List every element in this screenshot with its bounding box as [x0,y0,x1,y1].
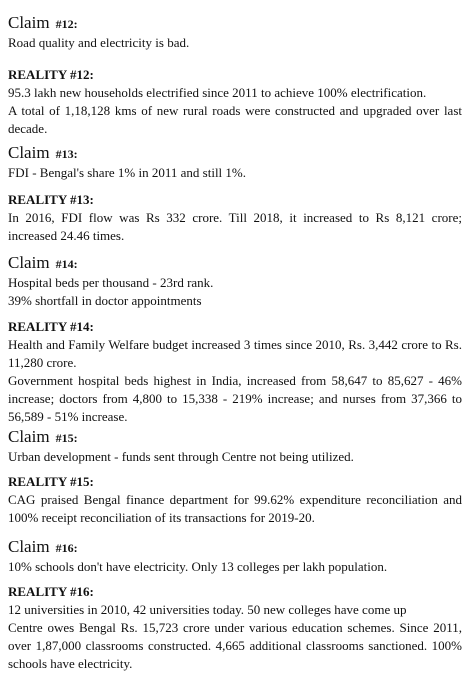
reality-12-paragraph-1: 95.3 lakh new households electrified since 2011 to achieve 100% electrification. [8,85,427,100]
reality-15-heading: REALITY #15: [8,474,94,489]
claim-13-text: FDI - Bengal's share 1% in 2011 and still 1%. [8,165,246,180]
reality-14-paragraph-1: Health and Family Welfare budget increased 3 times since 2010, Rs. 3,442 crore to Rs. 11,280 crore. [8,337,462,370]
reality-14-heading: REALITY #14: [8,319,94,334]
reality-16-block [8,583,462,673]
claim-number: #16: [55,541,78,555]
claim-12-heading [8,12,462,34]
claim-14-block [8,252,462,310]
claim-word: Claim [8,143,50,162]
claim-word: Claim [8,253,50,272]
claim-16-text: 10% schools don't have electricity. Only 13 colleges per lakh population. [8,559,388,574]
reality-16-paragraph-2: Centre owes Bengal Rs. 15,723 crore under various education schemes. Since 2011, over 1,87,000 classrooms constructed. 4,665 additional classrooms sanctioned. 100% schools have electricity. [8,620,462,671]
reality-14-paragraph-2: Government hospital beds highest in India, increased from 58,647 to 85,627 - 46% increase; doctors from 4,800 to 15,338 - 219% increase; and nurses from 37,366 to 56,589 - 51% increase. [8,373,462,424]
claim-12-block [8,12,462,52]
claim-16-heading [8,536,462,558]
claim-14-text-line-1: Hospital beds per thousand - 23rd rank. [8,275,214,290]
reality-12-heading: REALITY #12: [8,67,94,82]
claim-16-block [8,536,462,576]
claim-14-text-line-2: 39% shortfall in doctor appointments [8,293,202,308]
reality-16-heading: REALITY #16: [8,584,94,599]
reality-15-block [8,473,462,527]
claim-number: #14: [55,257,78,271]
claim-14-heading [8,252,462,274]
claim-word: Claim [8,427,50,446]
claim-15-text: Urban development - funds sent through Centre not being utilized. [8,449,354,464]
claim-number: #12: [55,17,78,31]
claim-word: Claim [8,537,50,556]
claim-13-block [8,142,462,182]
claim-number: #13: [55,147,78,161]
reality-15-paragraph-1: CAG praised Bengal finance department for 99.62% expenditure reconciliation and 100% receipt reconciliation of its transactions for 2019-20. [8,492,462,525]
claim-word: Claim [8,13,50,32]
claim-13-heading [8,142,462,164]
claim-15-block [8,426,462,466]
reality-16-paragraph-1: 12 universities in 2010, 42 universities today. 50 new colleges have come up [8,602,407,617]
reality-13-block [8,191,462,245]
reality-12-block [8,66,462,138]
reality-13-paragraph-1: In 2016, FDI flow was Rs 332 crore. Till 2018, it increased to Rs 8,121 crore; increased 24.46 times. [8,210,462,243]
reality-14-block [8,318,462,426]
claim-number: #15: [55,431,78,445]
reality-13-heading: REALITY #13: [8,192,94,207]
reality-12-paragraph-2: A total of 1,18,128 kms of new rural roads were constructed and upgraded over last decade. [8,103,462,136]
claim-12-text: Road quality and electricity is bad. [8,35,190,50]
claim-15-heading [8,426,462,448]
